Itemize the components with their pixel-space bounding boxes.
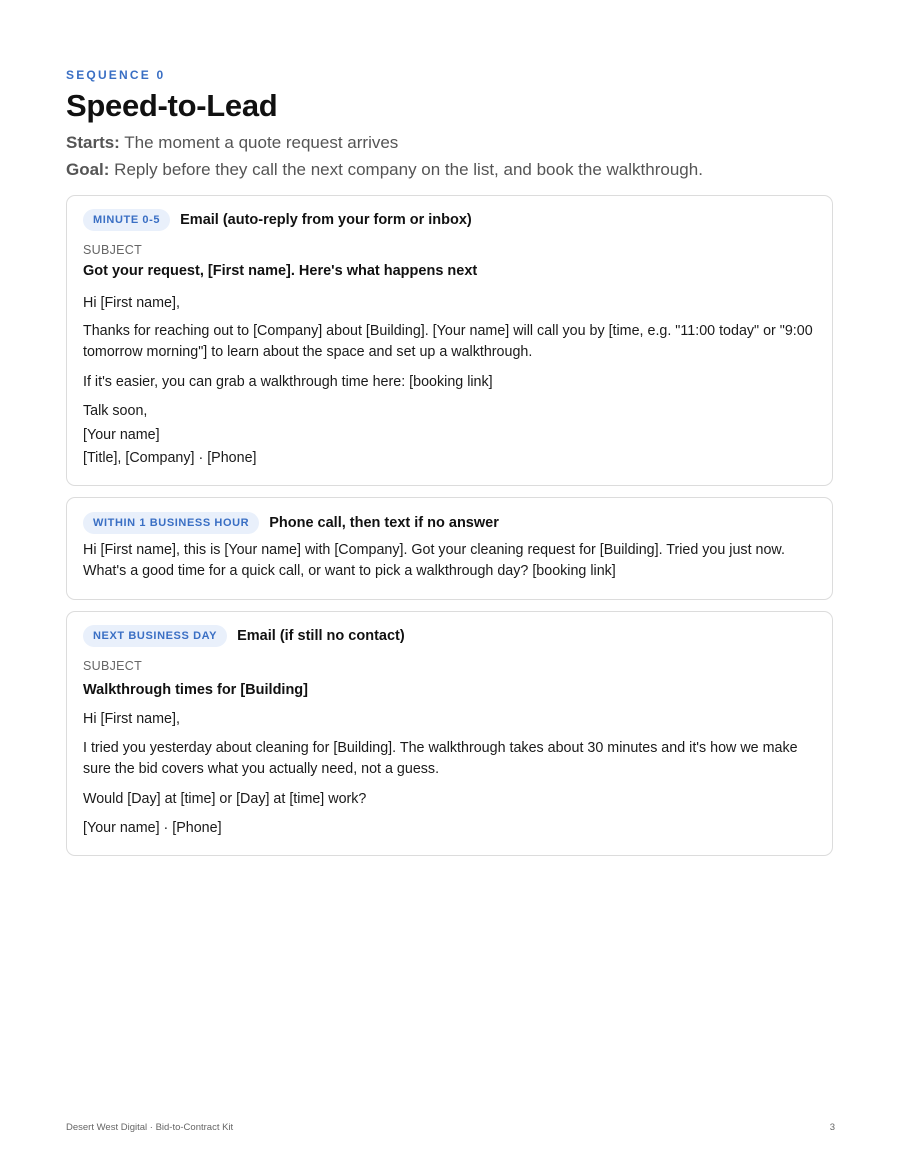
starts-line [66,133,398,153]
email-greeting: Hi [First name], [83,711,180,727]
footer-page-number: 3 [829,1122,835,1133]
goal-label: Goal: [66,160,110,179]
step-channel-label: Phone call, then text if no answer [269,515,499,531]
step-card-next-business-day [66,611,833,856]
step-card-header [83,208,472,232]
step-card-minute-0-5 [66,195,833,486]
starts-label: Starts: [66,133,120,152]
step-card-within-1-business-hour [66,497,833,600]
email-signature-name: [Your name] [83,427,160,443]
timing-badge: NEXT BUSINESS DAY [83,625,227,647]
email-greeting: Hi [First name], [83,295,180,311]
subject-label: SUBJECT [83,243,143,257]
step-card-header [83,511,499,535]
step-channel-label: Email (if still no contact) [237,628,405,644]
email-subject: Walkthrough times for [Building] [83,682,308,698]
email-body-paragraph: If it's easier, you can grab a walkthrough time here: [booking link] [83,374,493,390]
timing-badge: WITHIN 1 BUSINESS HOUR [83,512,259,534]
email-body-paragraph: Would [Day] at [time] or [Day] at [time] work? [83,791,367,807]
sequence-eyebrow: SEQUENCE 0 [66,68,166,82]
subject-label: SUBJECT [83,659,143,673]
email-signoff: Talk soon, [83,403,148,419]
goal-line [66,160,703,180]
goal-text: Reply before they call the next company on the list, and book the walkthrough. [109,160,703,179]
footer-kit-name: Desert West Digital · Bid-to-Contract Kit [66,1122,234,1133]
email-signature: [Your name] · [Phone] [83,820,222,836]
email-signature-details: [Title], [Company] · [Phone] [83,450,257,466]
email-body-paragraph: I tried you yesterday about cleaning for [Building]. The walkthrough takes about 30 minutes and it's how we make sure the bid covers what you actually need, not a guess. [83,740,798,777]
email-body-paragraph: Thanks for reaching out to [Company] about [Building]. [Your name] will call you by [time, e.g. "11:00 today" or "9:00 tomorrow morning"] to learn about the space and set up a walkthrough. [83,323,813,360]
step-channel-label: Email (auto-reply from your form or inbox) [180,212,472,228]
step-card-header [83,624,405,648]
timing-badge: MINUTE 0-5 [83,209,170,231]
text-message-body: Hi [First name], this is [Your name] with [Company]. Got your cleaning request for [Building]. Tried you just now. What's a good time for a quick call, or want to pick a walkthrough day? [booking link] [83,542,785,579]
page-title: Speed-to-Lead [66,88,278,123]
starts-text: The moment a quote request arrives [119,133,399,152]
email-subject: Got your request, [First name]. Here's what happens next [83,263,478,279]
